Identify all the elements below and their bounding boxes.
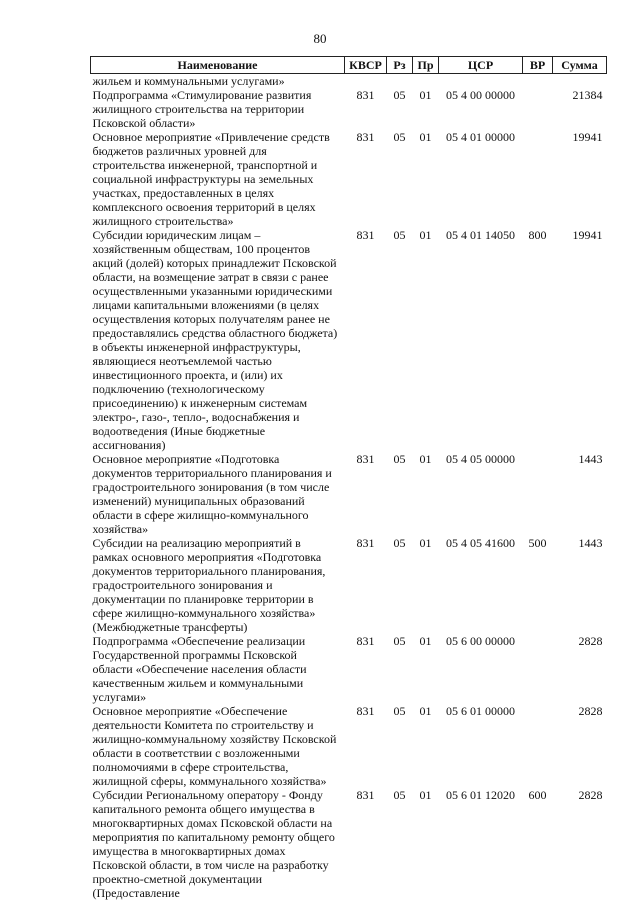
- row-pr: 01: [419, 634, 432, 648]
- budget-table: [90, 56, 607, 900]
- row-name: Субсидии Региональному оператору - Фонду капитального ремонта общего имущества в многоквартирных домах Псковской области на мероприятия по капитальному ремонту общего имущества в многоквартирных домах Псковской области, в том числе на разработку проектно-сметной документации (Предоставление: [92, 788, 335, 900]
- table-row: [91, 452, 607, 536]
- row-pr: 01: [419, 228, 432, 242]
- row-rz: 05: [393, 704, 406, 718]
- row-kvsr: 831: [356, 88, 375, 102]
- row-csr: 05 6 01 00000: [446, 704, 515, 718]
- row-vr: [523, 130, 553, 228]
- row-pr: 01: [419, 536, 432, 550]
- row-vr: [523, 452, 553, 536]
- row-pr: 01: [419, 788, 432, 802]
- row-csr: 05 6 00 00000: [446, 634, 515, 648]
- header-name: Наименование: [91, 57, 345, 74]
- row-kvsr: 831: [356, 228, 375, 242]
- row-rz: 05: [393, 228, 406, 242]
- row-rz: 05: [393, 88, 406, 102]
- header-vr: ВР: [523, 57, 553, 74]
- row-name: Субсидии юридическим лицам – хозяйственным обществам, 100 процентов акций (долей) которых принадлежит Псковской области, на возмещение затрат в связи с ранее осуществленными указанными юридическими лицами капитальными вложениями (в целях осуществления которых получателям ранее не предоставлялись средства областного бюджета) в объекты инженерной инфраструктуры, являющиеся неотъемлемой частью инвестиционного проекта, и (или) их подключению (технологическому присоединению) к инженерным системам электро-, газо-, тепло-, водоснабжения и водоотведения (Иные бюджетные ассигнования): [92, 228, 338, 452]
- row-kvsr: 831: [356, 704, 375, 718]
- row-rz: 05: [393, 452, 406, 466]
- row-sum: 2828: [578, 704, 603, 718]
- table-row: [91, 536, 607, 634]
- row-name: Субсидии на реализацию мероприятий в рамках основного мероприятия «Подготовка документов территориального планирования, градостроительного зонирования и документации по планировке территории в сфере жилищно-коммунального хозяйства» (Межбюджетные трансферты): [92, 536, 326, 634]
- row-sum: 1443: [578, 452, 603, 466]
- row-rz: 05: [393, 634, 406, 648]
- header-pr: Пр: [413, 57, 439, 74]
- row-kvsr: 831: [356, 788, 375, 802]
- table-header-row: [91, 57, 607, 74]
- row-csr: 05 4 05 41600: [446, 536, 515, 550]
- row-csr: 05 6 01 12020: [446, 788, 515, 802]
- row-pr: 01: [419, 452, 432, 466]
- row-vr: [523, 634, 553, 704]
- header-sum: Сумма: [553, 57, 607, 74]
- row-pr: 01: [419, 130, 432, 144]
- row-name: Подпрограмма «Стимулирование развития жилищного строительства на территории Псковской области»: [92, 88, 312, 130]
- row-sum: 21384: [572, 88, 603, 102]
- table-row: [91, 130, 607, 228]
- row-kvsr: 831: [356, 634, 375, 648]
- row-name: Основное мероприятие «Привлечение средств бюджетов различных уровней для строительства инженерной, транспортной и социальной инфраструктуры на земельных участках, предоставленных в целях комплексного освоения территорий в целях жилищного строительства»: [92, 130, 330, 228]
- row-rz: 05: [393, 130, 406, 144]
- row-sum: 1443: [578, 536, 603, 550]
- row-sum: 19941: [572, 130, 603, 144]
- row-csr: 05 4 05 00000: [446, 452, 515, 466]
- table-row: [91, 704, 607, 788]
- table-row: [91, 228, 607, 452]
- row-name: Основное мероприятие «Подготовка документов территориального планирования и градостроительного зонирования (в том числе изменений) муниципальных образований области в сфере жилищно-коммунального хозяйства»: [92, 452, 332, 536]
- row-vr: 800: [528, 228, 547, 242]
- row-rz: 05: [393, 788, 406, 802]
- table-row: [91, 634, 607, 704]
- row-kvsr: 831: [356, 536, 375, 550]
- table-row: [91, 88, 607, 130]
- row-sum: 2828: [578, 788, 603, 802]
- header-rz: Рз: [387, 57, 413, 74]
- continuation-row: [91, 74, 607, 89]
- row-csr: 05 4 01 00000: [446, 130, 515, 144]
- row-vr: 500: [528, 536, 547, 550]
- row-rz: 05: [393, 536, 406, 550]
- row-kvsr: 831: [356, 130, 375, 144]
- row-kvsr: 831: [356, 452, 375, 466]
- continuation-text: жильем и коммунальными услугами»: [92, 74, 285, 88]
- header-kvsr: КВСР: [345, 57, 387, 74]
- row-sum: 2828: [578, 634, 603, 648]
- table-row: [91, 788, 607, 900]
- row-vr: [523, 88, 553, 130]
- row-csr: 05 4 00 00000: [446, 88, 515, 102]
- row-pr: 01: [419, 88, 432, 102]
- page-number: 80: [313, 31, 327, 46]
- row-name: Подпрограмма «Обеспечение реализации Государственной программы Псковской области «Обеспечение населения области качественным жильем и коммунальными услугами»: [92, 634, 307, 704]
- row-vr: [523, 704, 553, 788]
- header-csr: ЦСР: [439, 57, 523, 74]
- row-pr: 01: [419, 704, 432, 718]
- row-name: Основное мероприятие «Обеспечение деятельности Комитета по строительству и жилищно-коммунальному хозяйству Псковской области в соответствии с возложенными полномочиями в сфере строительства, жилищной сферы, коммунального хозяйства»: [92, 704, 337, 788]
- row-vr: 600: [528, 788, 547, 802]
- row-csr: 05 4 01 14050: [446, 228, 515, 242]
- row-sum: 19941: [572, 228, 603, 242]
